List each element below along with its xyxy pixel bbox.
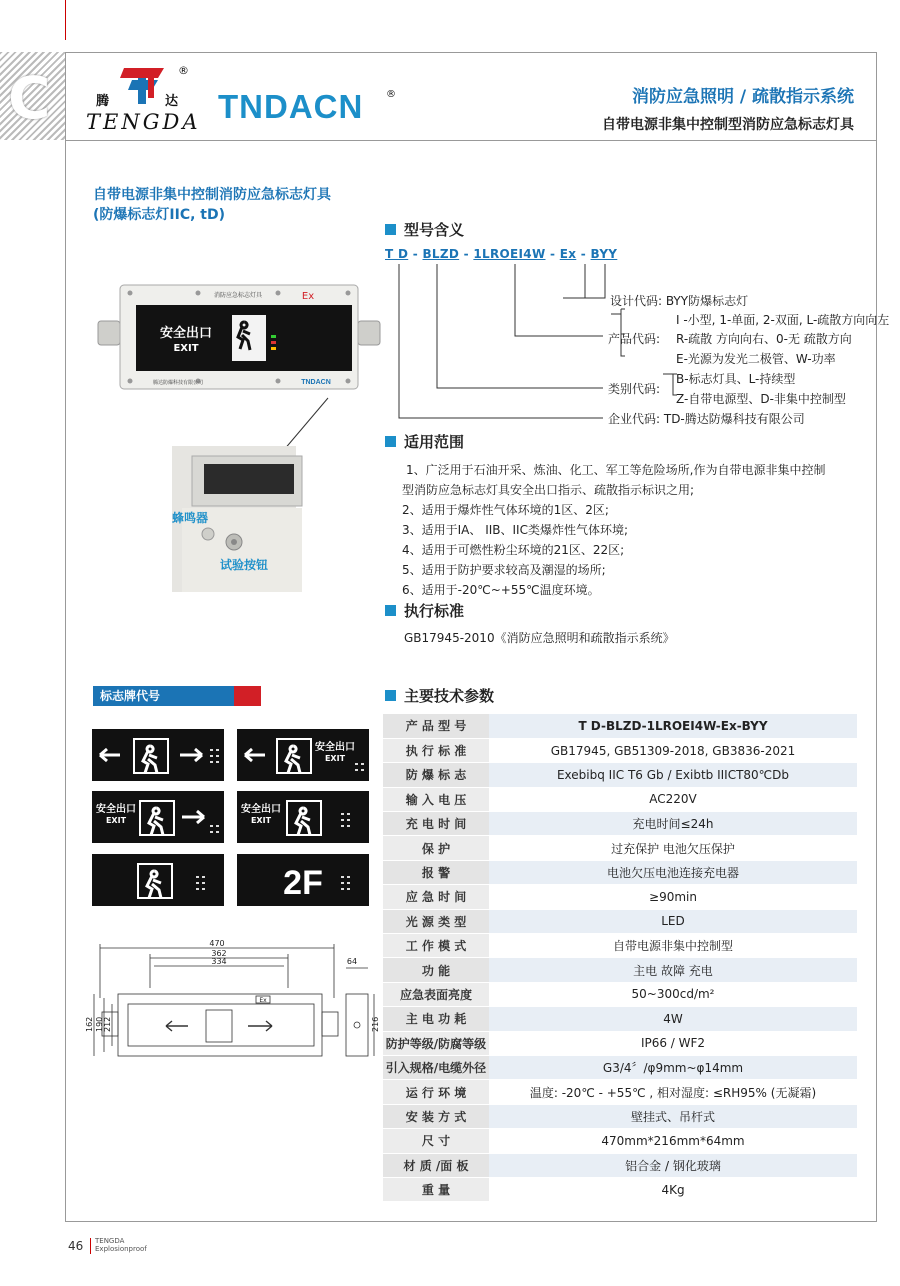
device-ex-mark: Ex [301,291,315,302]
buzzer-label: 蜂鸣器 [172,511,209,525]
logo-cn-left: 腾 [96,94,110,109]
dim-212: 212 [103,1016,112,1032]
spec-key: 防护等级/防腐等级 [383,1031,489,1055]
header-title: 消防应急照明 / 疏散指示系统 [631,87,854,107]
spec-key: 主 电 功 耗 [383,1007,489,1031]
dimension-drawing [85,938,380,1066]
sign-floor-text: 2F [283,864,323,902]
sign-graphic [92,791,224,843]
spec-value: 电池欠压电池连接充电器 [489,860,857,884]
logo-en: TENGDA [86,110,201,134]
spec-key: 运 行 环 境 [383,1080,489,1104]
scope-item: 5、适用于防护要求较高及潮湿的场所; [402,563,606,577]
spec-value: 温度: -20℃ - +55℃ , 相对湿度: ≤RH95% (无凝霜) [489,1080,857,1104]
spec-value: GB17945, GB51309-2018, GB3836-2021 [489,738,857,762]
spec-key: 报 警 [383,860,489,884]
sign-graphic [92,854,224,906]
footer-brand [95,1237,147,1253]
specs-table [383,714,857,1202]
standard-text: GB17945-2010《消防应急照明和疏散指示系统》 [404,631,675,645]
brand-reg-mark: ® [386,89,396,100]
sign-graphic [237,854,369,906]
scope-item: 1、广泛用于石油开采、炼油、化工、军工等危险场所,作为自带电源非集中控制 [406,463,826,477]
heading-square-icon [385,605,396,616]
header-subtitle: 自带电源非集中控制型消防应急标志灯具 [602,117,854,133]
tengda-logo-icon [118,66,170,106]
spec-key: 执 行 标 准 [383,738,489,762]
code-category-label: 类别代码: [608,382,661,396]
page-number: 46 [68,1239,84,1253]
dim-190: 190 [95,1016,104,1032]
specs-heading [385,685,494,706]
spec-value: G3/4〞/φ9mm~φ14mm [489,1055,857,1079]
product-title-line1: 自带电源非集中控制消防应急标志灯具 [93,187,331,203]
scope-item: 6、适用于-20℃~+55℃温度环境。 [402,583,600,597]
section-letter: C [8,64,51,132]
sign-exit-cn: 安全出口 [315,742,355,753]
spec-row [383,1031,857,1055]
spec-row [383,738,857,762]
scope-item: 3、适用于IA、 IIB、IIC类爆炸性气体环境; [402,523,629,537]
spec-row [383,763,857,787]
sign-exit-right-arrow [92,791,224,843]
device-photo [98,275,380,397]
spec-key: 功 能 [383,958,489,982]
spec-row [383,909,857,933]
heading-square-icon [385,436,396,447]
product-title-line2: (防爆标志灯IIC, tD) [93,207,225,223]
model-part-ex: Ex [559,247,577,261]
sign-left-arrow-exit [237,729,369,781]
spec-key: 材 质 /面 板 [383,1153,489,1177]
spec-row [383,1055,857,1079]
sign-graphic [92,729,224,781]
dim-334: 334 [211,957,227,966]
model-sep: - [408,247,423,261]
device-sign-en: EXIT [173,343,199,354]
model-part-td: T D [385,247,409,261]
code-design: 设计代码: BYY防爆标志灯 [610,294,749,308]
spec-row [383,1177,857,1201]
device-sign-cn: 安全出口 [159,326,213,341]
spec-row [383,860,857,884]
spec-key: 应 急 时 间 [383,885,489,909]
dim-362: 362 [211,949,227,958]
spec-value: 壁挂式、吊杆式 [489,1104,857,1128]
model-meaning-heading [385,219,464,240]
logo-cn-right: 达 [165,94,179,109]
sign-graphic [237,729,369,781]
standard-heading [385,600,464,621]
spec-key: 应急表面亮度 [383,982,489,1006]
test-button-label: 试验按钮 [220,558,269,572]
specs-heading-text: 主要技术参数 [404,687,495,705]
spec-row [383,787,857,811]
spec-value: 主电 故障 充电 [489,958,857,982]
spec-row [383,885,857,909]
spec-row [383,1104,857,1128]
scope-heading [385,431,464,452]
scope-item: 2、适用于爆炸性气体环境的1区、2区; [402,503,609,517]
code-product-3: E-光源为发光二极管、W-功率 [676,352,836,366]
spec-key: 尺 寸 [383,1129,489,1153]
spec-value: 4Kg [489,1177,857,1201]
spec-row [383,1153,857,1177]
sign-exit-en: EXIT [250,816,272,825]
spec-row [383,934,857,958]
spec-value: IP66 / WF2 [489,1031,857,1055]
spec-row [383,1129,857,1153]
dim-64: 64 [346,957,358,966]
spec-value: 充电时间≤24h [489,812,857,836]
dim-470: 470 [209,939,225,948]
code-company: 企业代码: TD-腾达防爆科技有限公司 [608,412,805,426]
spec-key: 保 护 [383,836,489,860]
spec-value: 4W [489,1007,857,1031]
footer-brand-line2: Explosionproof [95,1245,147,1253]
spec-key: 工 作 模 式 [383,934,489,958]
spec-value: ≥90min [489,885,857,909]
model-sep: - [576,247,591,261]
spec-value: 自带电源非集中控制型 [489,934,857,958]
model-meaning-heading-text: 型号含义 [404,221,465,239]
sign-exit-en: EXIT [324,754,346,763]
scope-list [404,460,864,600]
dim-162: 162 [85,1016,94,1032]
spec-row [383,982,857,1006]
spec-value: LED [489,909,857,933]
spec-row [383,812,857,836]
spec-key: 防 爆 标 志 [383,763,489,787]
product-title [93,185,331,225]
spec-key: 重 量 [383,1177,489,1201]
spec-key: 安 装 方 式 [383,1104,489,1128]
code-category-1: B-标志灯具、L-持续型 [676,372,796,386]
spec-row [383,836,857,860]
scope-heading-text: 适用范围 [404,433,465,451]
top-red-line [65,0,66,40]
sign-exit-cn: 安全出口 [241,804,281,815]
spec-row [383,714,857,738]
spec-value: Exebibq IIC T6 Gb / Exibtb IIICT80℃Db [489,763,857,787]
model-part-product: 1LROEI4W [473,247,546,261]
device-top-label: 消防应急标志灯具 [213,292,263,299]
spec-row [383,958,857,982]
spec-key: 光 源 类 型 [383,909,489,933]
sign-floor [237,854,369,906]
spec-value: 过充保护 电池欠压保护 [489,836,857,860]
dim-ex: Ex [259,997,267,1004]
header-divider [65,140,877,141]
sign-graphic [237,791,369,843]
spec-key: 充 电 时 间 [383,812,489,836]
model-part-byy: BYY [590,247,618,261]
heading-square-icon [385,690,396,701]
spec-value: 50~300cd/m² [489,982,857,1006]
code-product-1: I -小型, 1-单面, 2-双面, L-疏散方向向左 [676,313,890,327]
scope-item: 型消防应急标志灯具安全出口指示、疏散指示标识之用; [402,483,695,497]
brand-logo: TNDACN [218,88,364,125]
signs-heading: 标志牌代号 [93,686,261,706]
scope-item: 4、适用于可燃性粉尘环境的21区、22区; [402,543,625,557]
spec-value: AC220V [489,787,857,811]
spec-value: T D-BLZD-1LROEI4W-Ex-BYY [489,714,857,738]
spec-key: 输 入 电 压 [383,787,489,811]
model-part-blzd: BLZD [422,247,460,261]
model-sep: - [459,247,474,261]
code-product-2: R-疏散 方向向右、0-无 疏散方向 [676,332,852,346]
sign-exit-door [237,791,369,843]
model-sep: - [545,247,560,261]
spec-row [383,1007,857,1031]
heading-square-icon [385,224,396,235]
code-category-2: Z-自带电源型、D-非集中控制型 [676,392,846,406]
model-code [385,247,617,261]
spec-value: 铝合金 / 钢化玻璃 [489,1153,857,1177]
code-product-label: 产品代码: [608,332,661,346]
spec-key: 产 品 型 号 [383,714,489,738]
footer-divider [90,1238,91,1254]
footer-brand-line1: TENGDA [95,1237,125,1245]
spec-value: 470mm*216mm*64mm [489,1129,857,1153]
sign-door-only [92,854,224,906]
spec-row [383,1080,857,1104]
dim-216: 216 [371,1016,380,1032]
sign-exit-en: EXIT [105,816,127,825]
standard-heading-text: 执行标准 [404,602,465,620]
spec-key: 引入规格/电缆外径 [383,1055,489,1079]
device-brand: TNDACN [301,379,331,386]
sign-left-arrow-right-arrow [92,729,224,781]
device-company: 腾达防爆科技有限公司 [152,380,204,386]
logo-reg-mark: ® [178,64,189,77]
sign-exit-cn: 安全出口 [96,804,136,815]
